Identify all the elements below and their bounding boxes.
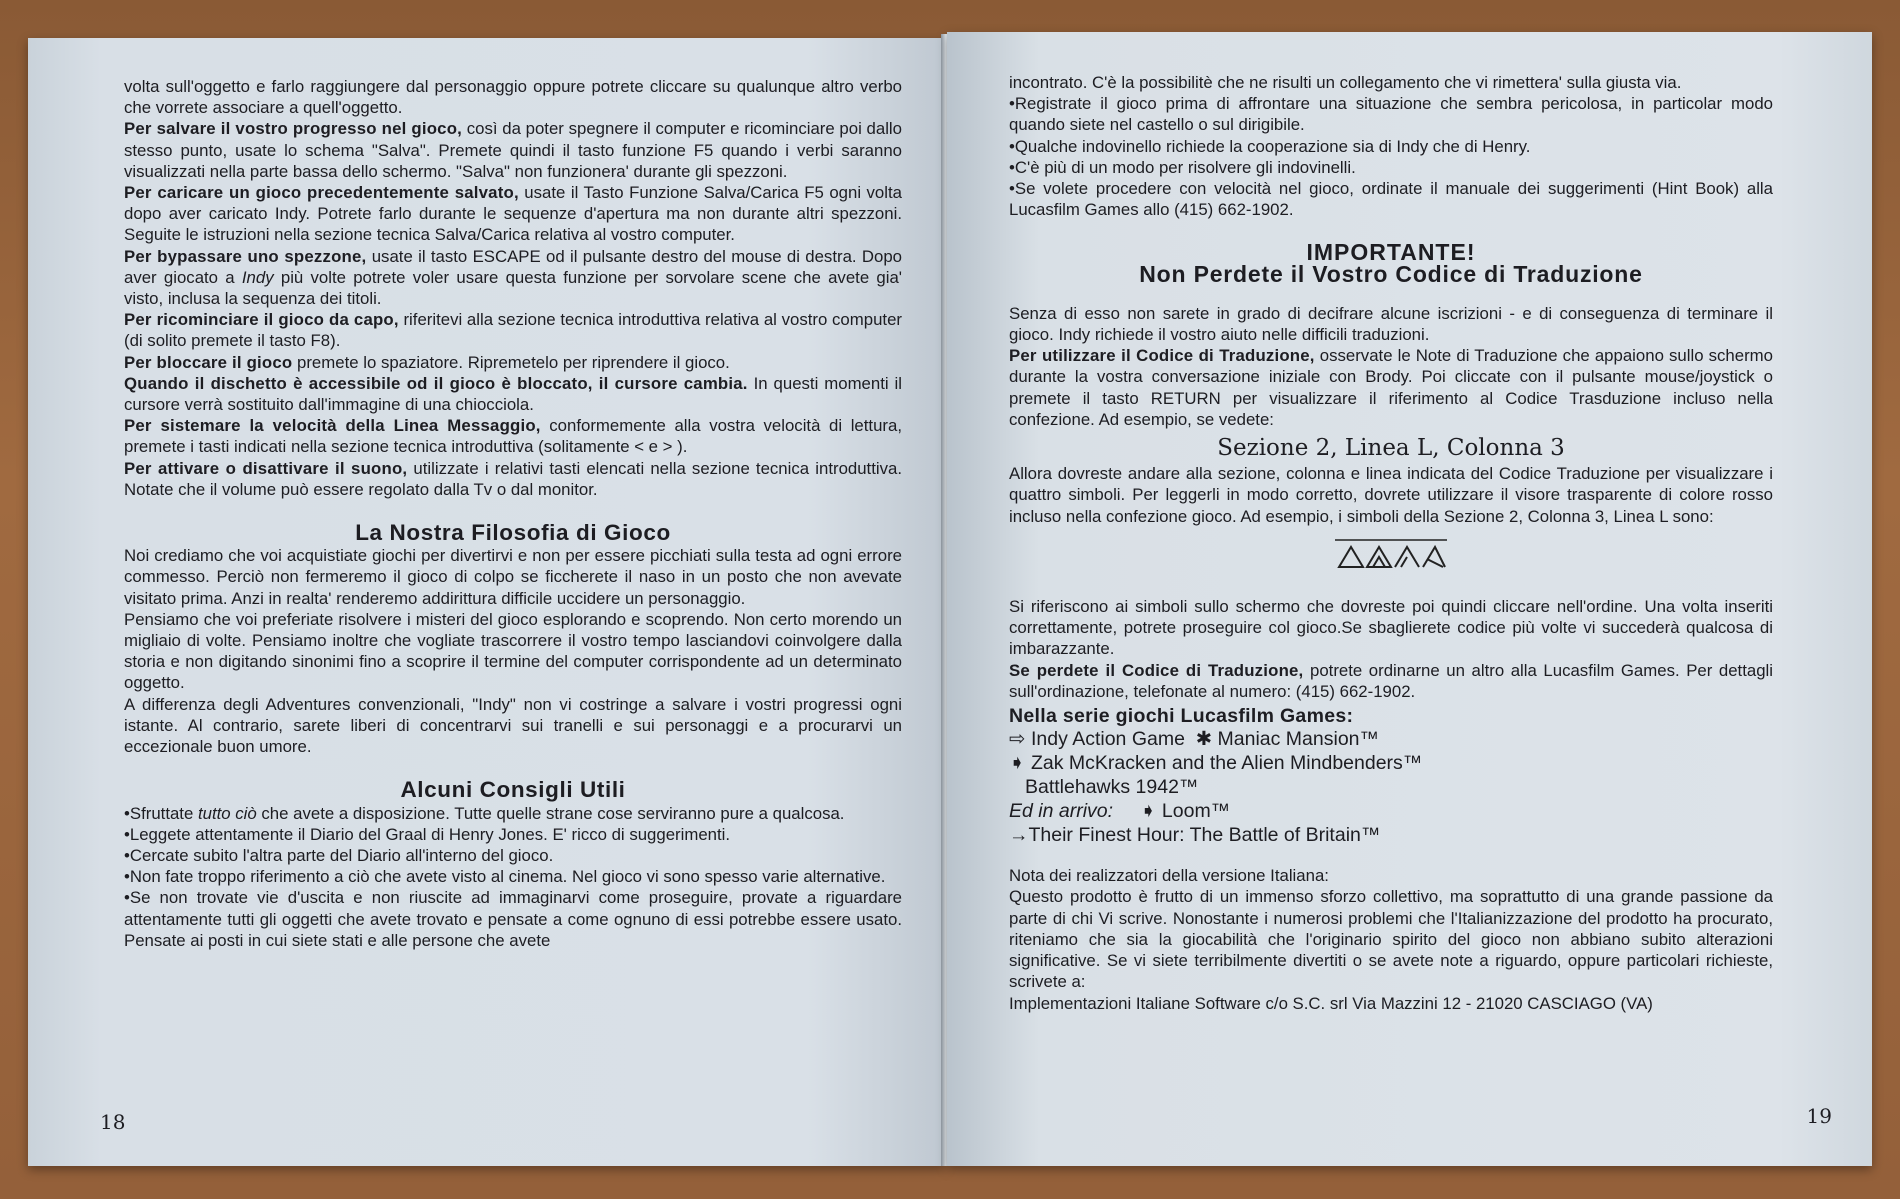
important-heading: IMPORTANTE!	[1306, 239, 1476, 266]
control-message-speed	[124, 415, 902, 457]
game-title: Loom™	[1161, 800, 1231, 823]
control-lead: Per caricare un gioco precedentemente salvato,	[124, 183, 519, 203]
address-line: Implementazioni Italiane Software c/o S.C. srl Via Mazzini 12 - 21020 CASCIAGO (VA)	[1009, 993, 1653, 1013]
continued-paragraph: incontrato. C'è la possibilitè che ne risulti un collegamento che vi rimettera' sulla giusta via.	[1009, 73, 1682, 92]
control-text: utilizzate i relativi tasti elencati nella sezione tecnica introduttiva. Notate che il volume può essere regolato dalla Tv o dal monitor.	[124, 458, 903, 499]
lost-code-text: potrete ordinarne un altro alla Lucasfilm Games. Per dettagli sull'ordinazione, telefonate al numero: (415) 662-1902.	[1009, 660, 1773, 701]
games-line	[1009, 823, 1773, 847]
games-series-title: Nella serie giochi Lucasfilm Games:	[1009, 705, 1354, 728]
games-line	[1009, 727, 1773, 751]
tip-item: •Non fate troppo riferimento a ciò che avete visto al cinema. Nel gioco vi sono spesso varie alternative.	[124, 867, 886, 887]
arrowhead-icon: ➧	[1140, 800, 1157, 823]
translation-symbols	[1009, 537, 1773, 576]
tip-item: •C'è più di un modo per risolvere gli indovinelli.	[1009, 157, 1356, 177]
control-text: conformemente alla vostra velocità di lettura, premete i tasti indicati nella sezione tecnica introduttiva (solitamente < e > ).	[124, 416, 903, 457]
asterisk-icon: ✱	[1195, 728, 1213, 751]
intro-paragraph: volta sull'oggetto e farlo raggiungere dal personaggio oppure potrete cliccare su qualunque altro verbo che vorrete associare a quell'oggetto.	[124, 77, 902, 118]
games-list	[1009, 727, 1773, 847]
symbols-click-paragraph: Si riferiscono ai simboli sullo schermo che dovreste poi quindi cliccare nell'ordine. Una volta inseriti correttamente, potrete proseguire col gioco.Se sbaglierete codice più volte vi succederà qualcosa di imbarazzante.	[1009, 597, 1773, 659]
games-line	[1009, 751, 1773, 775]
tip-item: •Leggete attentamente il Diario del Graal di Henry Jones. E' ricco di suggerimenti.	[124, 824, 731, 844]
tip-item: •Cercate subito l'altra parte del Diario all'interno del gioco.	[124, 845, 554, 865]
games-line	[1009, 799, 1773, 823]
philosophy-paragraph: Noi crediamo che voi acquistiate giochi per divertirvi e non per essere picchiati sulla testa ad ogni errore commesso. Perciò non fermeremo il gioco di colpo se ficcherete il naso in un posto che non avevate visitato prima. Anzi in realta' renderemo addirittura difficile uccidere un personaggio.	[124, 546, 902, 608]
control-load	[124, 182, 902, 246]
control-text: premete lo spaziatore. Ripremetelo per riprendere il gioco.	[292, 352, 730, 372]
tip-item: •Registrate il gioco prima di affrontare una situazione che sembra pericolosa, in particolar modo quando siete nel castello o sul dirigibile.	[1009, 94, 1773, 135]
lost-code-paragraph	[1009, 660, 1773, 702]
translation-usage-paragraph	[1009, 345, 1773, 430]
arrowhead-icon: ➧	[1009, 752, 1026, 775]
game-title: Zak McKracken and the Alien Mindbenders™	[1031, 752, 1423, 775]
tip-item: •Qualche indovinello richiede la cooperazione sia di Indy che di Henry.	[1009, 136, 1531, 156]
important-subheading: Non Perdete il Vostro Codice di Traduzione	[1139, 260, 1643, 287]
page-number-right: 19	[1806, 1104, 1832, 1128]
control-lead: Per bloccare il gioco	[124, 352, 293, 372]
symbols-paragraph: Allora dovreste andare alla sezione, colonna e linea indicata del Codice Traduzione per visualizzare i quattro simboli. Per leggerli in modo corretto, dovrete utilizzare il visore trasparente di colore rosso incluso nella confezione gioco. Ad esempio, i simboli della Sezione 2, Colonna 3, Linea L sono:	[1009, 464, 1773, 526]
control-cursor	[124, 373, 902, 415]
arrow-outline-icon: ⇨	[1009, 728, 1026, 751]
control-text: così da poter spegnere il computer e ricominciare poi dallo stesso punto, usate lo schema "Salva". Premete quindi il tasto funzione F5 quando i verbi saranno visualizzati nella parte bassa dello schermo. "Salva" non funzionera' durante gli spezzoni.	[124, 119, 902, 181]
usage-text: osservate le Note di Traduzione che appaiono sullo schermo durante la vostra conversazione iniziale con Brody. Poi cliccate con il pulsante mouse/joystick o premete il tasto RETURN per visualizzare il riferimento al Codice Trasduzione incluso nella confezione. Ad esempio, se vedete:	[1009, 346, 1773, 429]
arrow-right-icon: →	[1009, 824, 1029, 847]
tip-item	[124, 803, 902, 824]
page-number-left: 18	[100, 1110, 126, 1134]
game-title: Maniac Mansion™	[1217, 728, 1380, 751]
control-sound	[124, 458, 902, 500]
right-text-column	[1009, 72, 1773, 1014]
control-restart	[124, 309, 902, 351]
translation-paragraph: Senza di esso non sarete in grado di decifrare alcune iscrizioni - e di conseguenza di terminare il gioco. Indy richiede il vostro aiuto nelle difficili traduzioni.	[1009, 303, 1773, 345]
tip-text-italic: tutto ciò	[197, 803, 257, 823]
philosophy-heading: La Nostra Filosofia di Gioco	[355, 520, 671, 546]
control-lead: Per salvare il vostro progresso nel gioco,	[124, 119, 463, 139]
philosophy-paragraph: A differenza degli Adventures convenzionali, "Indy" non vi costringe a salvare i vostri progressi ogni istante. Al contrario, sarete liberi di concentrarvi sui tranelli e sui personaggi e a procurarvi un eccezionale buon umore.	[124, 694, 902, 757]
control-text: usate il tasto ESCAPE od il pulsante destro del mouse di destra. Dopo aver giocato a	[124, 246, 902, 287]
right-page	[947, 32, 1872, 1166]
left-page	[28, 38, 945, 1166]
control-lead: Per attivare o disattivare il suono,	[124, 458, 408, 478]
note-paragraph: Questo prodotto è frutto di un immenso sforzo collettivo, ma soprattutto di una grande passione da parte di chi Vi scrive. Nonostante i numerosi problemi che l'Italianizzazione del prodotto ha procurato, riteniamo che sia la giocabilità che l'originario spirito del gioco non abbiano subito alterazioni significative. Se vi siete terribilmente divertiti o se avete note a riguardo, oppure particolari richieste, scrivete a:	[1009, 887, 1773, 992]
rune-symbols-icon	[1333, 537, 1449, 571]
control-lead: Per sistemare la velocità della Linea Messaggio,	[124, 416, 541, 436]
game-title: Their Finest Hour: The Battle of Britain™	[1028, 824, 1381, 847]
control-text-italic: Indy	[241, 267, 274, 287]
tip-item: •Se non trovate vie d'uscita e non riuscite ad immaginarvi come proseguire, provate a riguardare attentamente tutti gli oggetti che avete trovato e pensate a come ognuno di essi potrebbe essere usato. Pensate ai posti in cui siete stati e alle persone che avete	[124, 888, 902, 950]
game-title: Battlehawks 1942™	[1025, 776, 1199, 799]
game-title: Indy Action Game	[1031, 728, 1185, 751]
left-text-column	[124, 76, 902, 951]
tips-heading: Alcuni Consigli Utili	[400, 777, 626, 803]
control-bypass	[124, 246, 902, 310]
games-line	[1009, 775, 1773, 799]
example-reference: Sezione 2, Linea L, Colonna 3	[1217, 435, 1565, 462]
coming-soon-label: Ed in arrivo:	[1009, 800, 1114, 823]
tip-item: •Se volete procedere con velocità nel gioco, ordinate il manuale dei suggerimenti (Hint Book) alla Lucasfilm Games allo (415) 662-1902.	[1009, 179, 1773, 220]
control-lead: Per ricominciare il gioco da capo,	[124, 310, 399, 330]
tip-text: •Sfruttate	[124, 803, 198, 823]
control-text: In questi momenti il cursore verrà sostituito dall'immagine di una chiocciola.	[124, 373, 902, 415]
tip-text: che avete a disposizione. Tutte quelle strane cose serviranno pure a qualcosa.	[256, 803, 845, 823]
control-lead: Quando il dischetto è accessibile od il gioco è bloccato, il cursore cambia.	[124, 373, 748, 393]
philosophy-paragraph: Pensiamo che voi preferiate risolvere i misteri del gioco esplorando e scoprendo. Non certo morendo un migliaio di volte. Pensiamo inoltre che vogliate trascorrere il vostro tempo lasciandovi coinvolgere dalla storia e non digitando sinonimi fino a scoprire il termine del computer corrispondente ad un determinato oggetto.	[124, 609, 902, 693]
control-text: usate il Tasto Funzione Salva/Carica F5 ogni volta dopo aver caricato Indy. Potrete farlo durante le sequenze d'apertura ma non durante altri spezzoni. Seguite le istruzioni nella sezione tecnica Salva/Carica relativa al vostro computer.	[124, 183, 902, 245]
control-lead: Per bypassare uno spezzone,	[124, 246, 367, 266]
control-save	[124, 118, 902, 182]
note-title: Nota dei realizzatori della versione Italiana:	[1009, 866, 1329, 886]
control-text: riferitevi alla sezione tecnica introduttiva relativa al vostro computer (di solito premete il tasto F8).	[124, 310, 902, 351]
control-pause	[124, 352, 902, 373]
usage-lead: Per utilizzare il Codice di Traduzione,	[1009, 346, 1315, 366]
control-text: più volte potrete voler usare questa funzione per sorvolare scene che avete gia' visto, inclusa la sequenza dei titoli.	[124, 267, 903, 309]
lost-code-lead: Se perdete il Codice di Traduzione,	[1009, 660, 1304, 680]
